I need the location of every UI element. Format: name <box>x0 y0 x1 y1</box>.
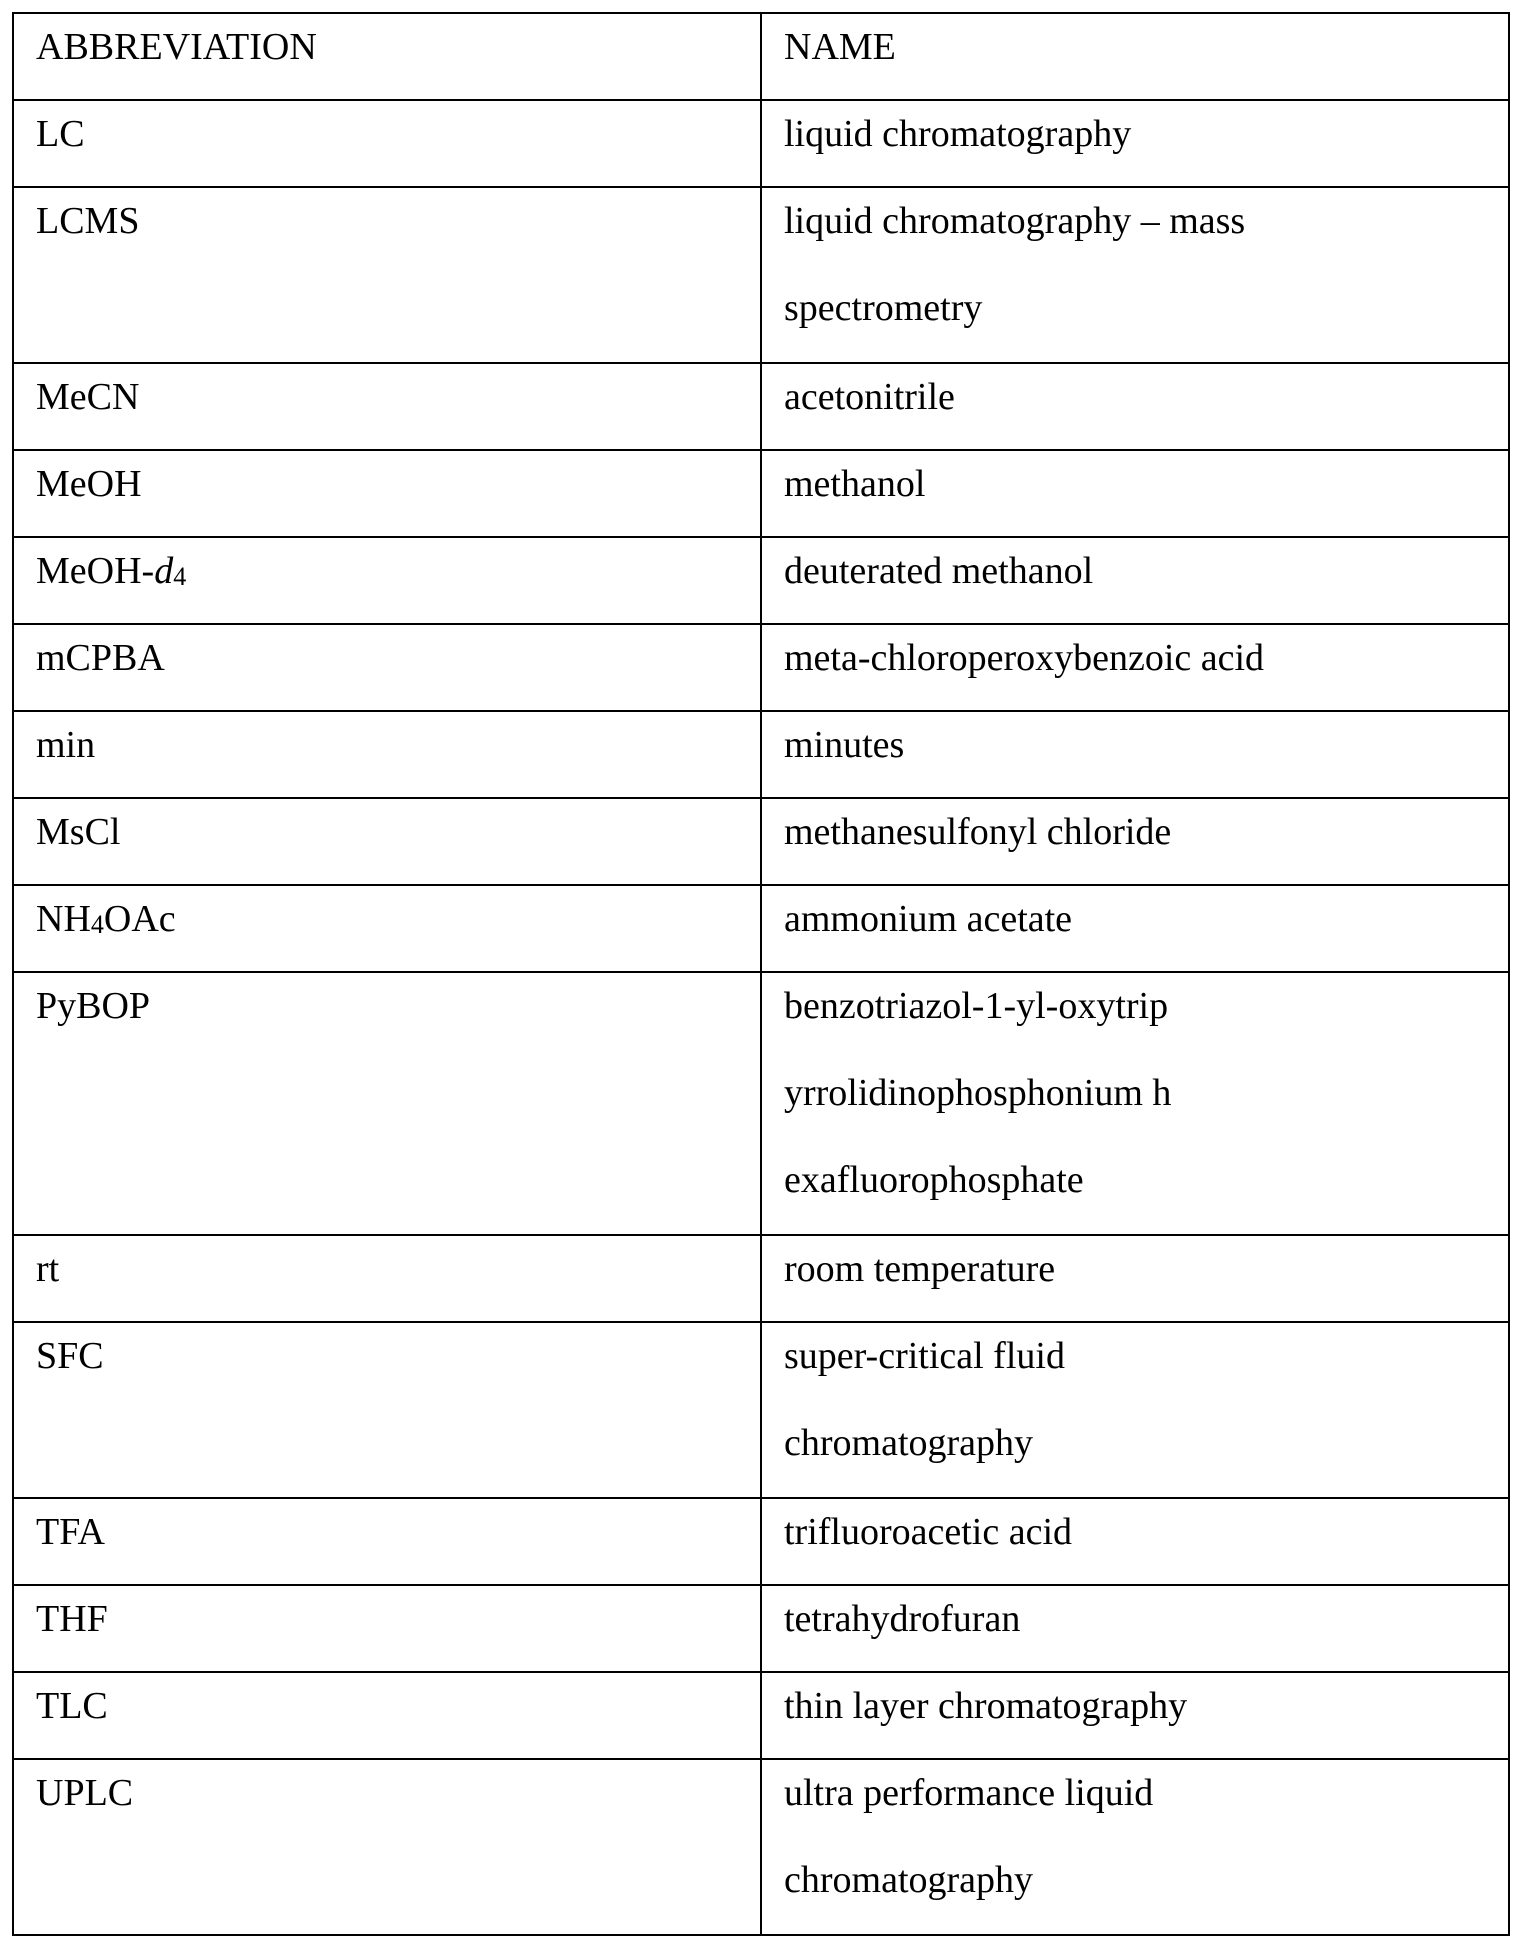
table-row <box>13 363 1509 450</box>
table-row <box>13 798 1509 885</box>
table-row <box>13 1498 1509 1585</box>
abbr-cell: min <box>13 711 761 798</box>
name-cell: ammonium acetate <box>761 885 1509 972</box>
abbr-cell: MeOH <box>13 450 761 537</box>
abbr-cell: LCMS <box>13 187 761 363</box>
abbr-cell: MsCl <box>13 798 761 885</box>
abbr-cell: SFC <box>13 1322 761 1498</box>
name-cell: liquid chromatography <box>761 100 1509 187</box>
table-row <box>13 711 1509 798</box>
table-row <box>13 885 1509 972</box>
name-cell: thin layer chromatography <box>761 1672 1509 1759</box>
abbr-cell: UPLC <box>13 1759 761 1935</box>
table-header-row <box>13 13 1509 100</box>
name-cell: tetrahydrofuran <box>761 1585 1509 1672</box>
header-abbreviation: ABBREVIATION <box>13 13 761 100</box>
abbr-cell: mCPBA <box>13 624 761 711</box>
name-cell: minutes <box>761 711 1509 798</box>
abbr-cell: THF <box>13 1585 761 1672</box>
name-cell: deuterated methanol <box>761 537 1509 624</box>
table-row <box>13 1235 1509 1322</box>
name-cell: meta-chloroperoxybenzoic acid <box>761 624 1509 711</box>
table-row <box>13 100 1509 187</box>
table-row <box>13 187 1509 363</box>
table-row <box>13 1585 1509 1672</box>
abbr-cell: PyBOP <box>13 972 761 1235</box>
table-row <box>13 1322 1509 1498</box>
table-row <box>13 450 1509 537</box>
abbr-cell: LC <box>13 100 761 187</box>
table-row <box>13 624 1509 711</box>
abbr-cell: MeCN <box>13 363 761 450</box>
name-cell: trifluoroacetic acid <box>761 1498 1509 1585</box>
abbr-cell: TLC <box>13 1672 761 1759</box>
abbr-cell: rt <box>13 1235 761 1322</box>
name-cell: acetonitrile <box>761 363 1509 450</box>
name-cell: room temperature <box>761 1235 1509 1322</box>
abbr-cell: MeOH-d4 <box>13 537 761 624</box>
name-cell: methanol <box>761 450 1509 537</box>
table-row <box>13 1672 1509 1759</box>
abbr-cell: TFA <box>13 1498 761 1585</box>
abbreviations-table <box>12 12 1510 1936</box>
name-cell: liquid chromatography – mass spectrometry <box>761 187 1509 363</box>
table-row <box>13 1759 1509 1935</box>
abbr-cell: NH4OAc <box>13 885 761 972</box>
name-cell: ultra performance liquid chromatography <box>761 1759 1509 1935</box>
header-name: NAME <box>761 13 1509 100</box>
name-cell: benzotriazol-1-yl-oxytripyrrolidinophosphonium hexafluorophosphate <box>761 972 1509 1235</box>
table-row <box>13 972 1509 1235</box>
table-row <box>13 537 1509 624</box>
name-cell: super-critical fluid chromatography <box>761 1322 1509 1498</box>
name-cell: methanesulfonyl chloride <box>761 798 1509 885</box>
